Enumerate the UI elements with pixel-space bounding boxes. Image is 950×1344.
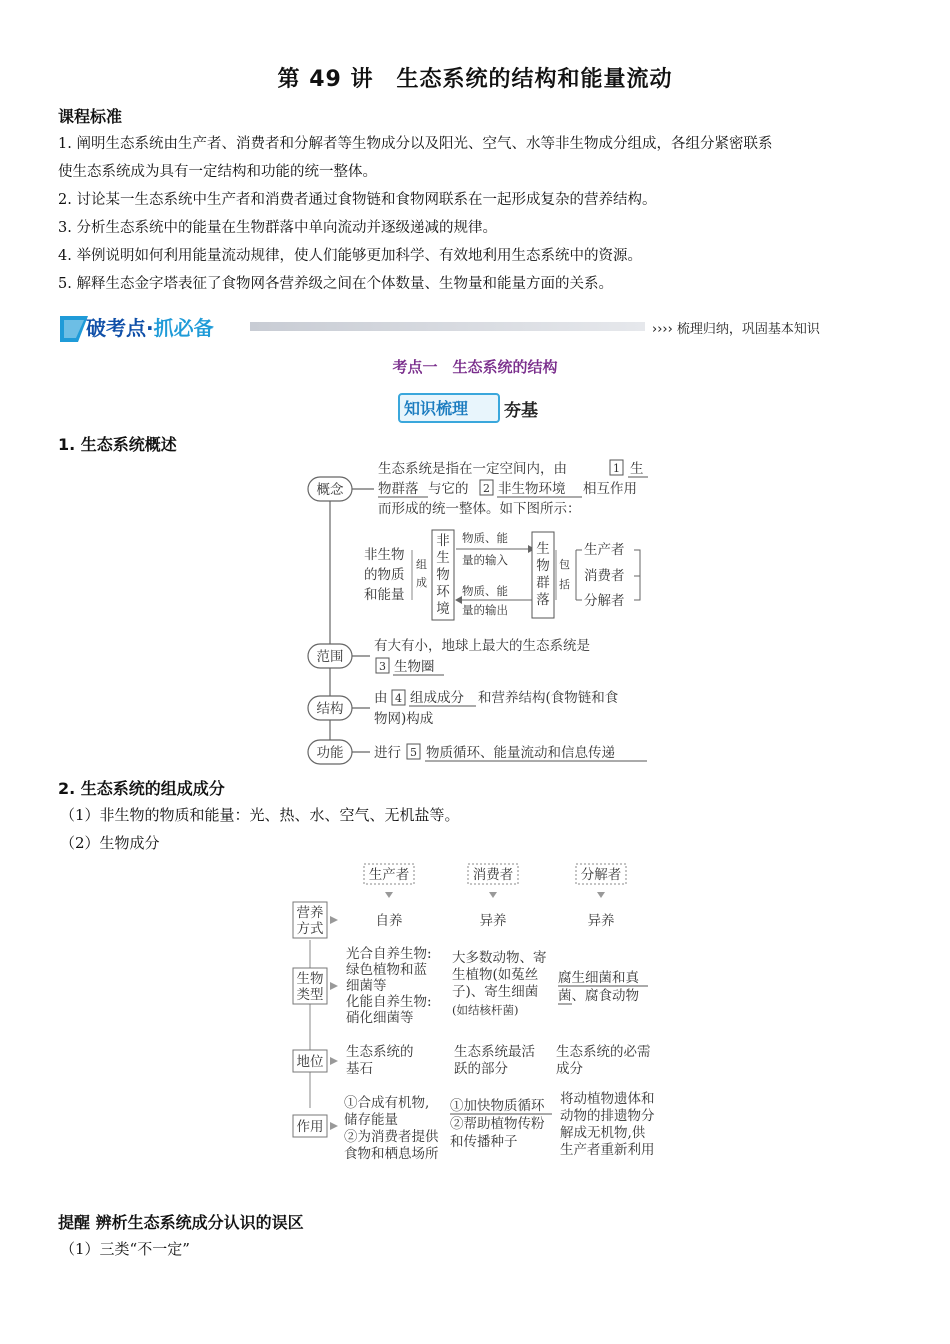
cell-producer-type: 细菌等 [346,978,387,994]
zhishi-badge-label: 知识梳理 [404,399,469,418]
banner-subtitle: ›››› 梳理归纳，巩固基本知识 [652,322,820,337]
blank-number-5: 5 [410,746,417,759]
nonliving-label-3: 和能量 [364,587,405,603]
row-head-nutrition: 方式 [296,921,324,937]
cell-consumer-type: 子)、寄生细菌 [452,984,539,1000]
row-head-nutrition: 营养 [296,905,324,921]
concept-line3: 而形成的统一整体。如下图所示： [378,501,581,517]
curriculum-item: 4. 举例说明如何利用能量流动规律，使人们能够更加科学、有效地利用生态系统中的资源。 [58,248,642,264]
cell-decomposer-role: 将动植物遗体和 [560,1091,655,1107]
cell-consumer-role: ①加快物质循环 [450,1098,545,1114]
page-title: 第 49 讲 生态系统的结构和能量流动 [277,67,673,92]
ecosystem-overview-diagram [300,450,660,770]
cell-producer-type: 硝化细菌等 [346,1010,414,1026]
cell-consumer-role: 和传播种子 [450,1134,518,1150]
cell-decomposer-role: 动物的排遗物分 [560,1108,655,1124]
col-header-consumer: 消费者 [472,867,514,883]
section2-heading: 2. 生态系统的组成成分 [58,779,225,798]
cell-consumer-type: (如结核杆菌) [452,1003,519,1017]
structure-post: 和营养结构(食物链和食 [478,690,619,706]
cell-producer-type: 化能自养生物: [346,994,432,1010]
arrow-output-label-1: 物质、能 [462,584,508,598]
curriculum-item: 3. 分析生态系统中的能量在生物群落中单向流动并逐级递减的规律。 [58,220,497,236]
banner-title [86,312,214,341]
node-function: 功能 [316,745,344,761]
cell-decomposer-type: 菌、腐食动物 [558,988,639,1004]
cell-consumer-status: 跃的部分 [454,1061,508,1077]
zucheng-label-1: 组 [416,558,427,571]
cell-producer-role: ①合成有机物, [344,1095,430,1111]
row-head-role: 作用 [296,1119,324,1135]
curriculum-list [58,130,888,298]
box-nonliving-char: 物 [436,567,450,583]
section-title-kaodian: 考点一 生态系统的结构 [392,358,558,376]
blank-answer-2: 非生物环境 [498,481,566,497]
cell-producer-type: 绿色植物和蓝 [346,962,427,978]
section2-p1: （1）非生物的物质和能量：光、热、水、空气、无机盐等。 [60,806,460,824]
blank-answer-1a: 生 [630,461,644,477]
chevron-down-icon [385,892,393,898]
member-decomposer: 分解者 [584,593,625,609]
banner-title-main: 破考点· [86,316,154,340]
box-nonliving-char: 境 [436,601,450,617]
concept-line2: 与它的 [428,481,469,497]
function-pre: 进行 [374,745,401,761]
zucheng-label-2: 成 [416,576,427,589]
cell-consumer-status: 生态系统最活 [454,1044,535,1060]
structure-line2: 物网)构成 [374,711,434,727]
blank-answer-1b: 物群落 [378,481,419,497]
cell-producer-role: ②为消费者提供 [344,1129,439,1145]
node-range: 范围 [316,649,344,665]
curriculum-heading: 课程标准 [58,107,123,126]
cell-producer-status: 基石 [346,1061,373,1077]
nonliving-label-1: 非生物 [364,547,405,563]
arrow-input-label-2: 量的输入 [462,553,508,567]
box-nonliving-char: 生 [436,550,450,566]
zhishi-badge-suffix: 夯基 [504,401,538,421]
banner-title-accent: 抓必备 [153,316,214,340]
curriculum-item: 1. 阐明生态系统由生产者、消费者和分解者等生物成分以及阳光、空气、水等非生物成分组成，各组分紧密联系 [58,136,773,152]
concept-line1: 生态系统是指在一定空间内，由 [378,461,567,477]
node-structure: 结构 [316,701,344,717]
curriculum-item: 2. 讨论某一生态系统中生产者和消费者通过食物链和食物网联系在一起形成复杂的营养结构。 [58,192,657,208]
blank-answer-3: 生物圈 [394,659,435,675]
curriculum-item: 使生态系统成为具有一定结构和功能的统一整体。 [58,164,377,180]
cell-producer-role: 食物和栖息场所 [344,1146,439,1162]
blank-answer-5: 物质循环、能量流动和信息传递 [426,745,615,761]
baokuo-label-1: 包 [559,558,570,571]
banner-divider [250,322,645,331]
box-community-char: 群 [536,575,550,591]
cell-producer-nutrition: 自养 [375,913,403,929]
section1-heading: 1. 生态系统概述 [58,435,177,454]
box-nonliving-char: 非 [436,533,450,549]
cell-decomposer-role: 生产者重新利用 [560,1142,655,1158]
cell-producer-role: 储存能量 [344,1112,398,1128]
cell-decomposer-role: 解成无机物,供 [560,1125,646,1141]
cell-decomposer-type: 腐生细菌和真 [558,970,639,986]
reminder-heading: 提醒 辨析生态系统成分认识的误区 [58,1213,304,1232]
blank-number-3: 3 [379,660,386,673]
cell-decomposer-nutrition: 异养 [587,913,615,929]
col-header-producer: 生产者 [368,867,410,883]
chevron-down-icon [597,892,605,898]
blank-number-2: 2 [483,482,490,495]
box-community-char: 物 [536,558,550,574]
arrow-input-label-1: 物质、能 [462,531,508,545]
chevron-down-icon [489,892,497,898]
chevron-right-icon [330,982,338,990]
baokuo-label-2: 括 [559,578,570,591]
chevron-right-icon [330,1057,338,1065]
blank-answer-4: 组成成分 [410,690,464,706]
box-community-char: 落 [536,592,550,608]
blank-number-1: 1 [613,462,620,475]
blank-number-4: 4 [395,692,402,705]
arrow-output-label-2: 量的输出 [462,603,508,617]
box-nonliving-char: 环 [436,584,450,600]
chevron-right-icon [330,1122,338,1130]
member-producer: 生产者 [584,542,625,558]
reminder-p1: （1）三类“不一定” [60,1240,190,1258]
cell-decomposer-status: 成分 [556,1061,583,1077]
cell-consumer-role: ②帮助植物传粉 [450,1116,545,1132]
cell-consumer-type: 大多数动物、寄 [452,950,547,966]
biotic-components-diagram [290,858,670,1168]
cell-producer-type: 光合自养生物: [346,946,432,962]
cell-consumer-type: 生植物(如菟丝 [452,967,539,983]
row-head-status: 地位 [296,1054,324,1070]
arrow-left-icon [455,596,462,604]
row-head-type: 生物 [296,971,324,987]
chevron-right-icon [330,916,338,924]
col-header-decomposer: 分解者 [580,867,622,883]
cell-producer-status: 生态系统的 [346,1044,414,1060]
concept-line2-end: 相互作用 [583,481,637,497]
cell-consumer-nutrition: 异养 [479,913,507,929]
nonliving-label-2: 的物质 [364,567,405,583]
curriculum-item: 5. 解释生态金字塔表征了食物网各营养级之间在个体数量、生物量和能量方面的关系。 [58,276,613,292]
node-concept: 概念 [316,482,344,498]
box-community-char: 生 [536,541,550,557]
structure-pre: 由 [374,690,388,706]
row-head-type: 类型 [296,987,324,1003]
cell-decomposer-status: 生态系统的必需 [556,1044,651,1060]
member-consumer: 消费者 [584,568,625,584]
section2-p2: （2）生物成分 [60,834,160,852]
range-line1: 有大有小，地球上最大的生态系统是 [374,638,590,654]
